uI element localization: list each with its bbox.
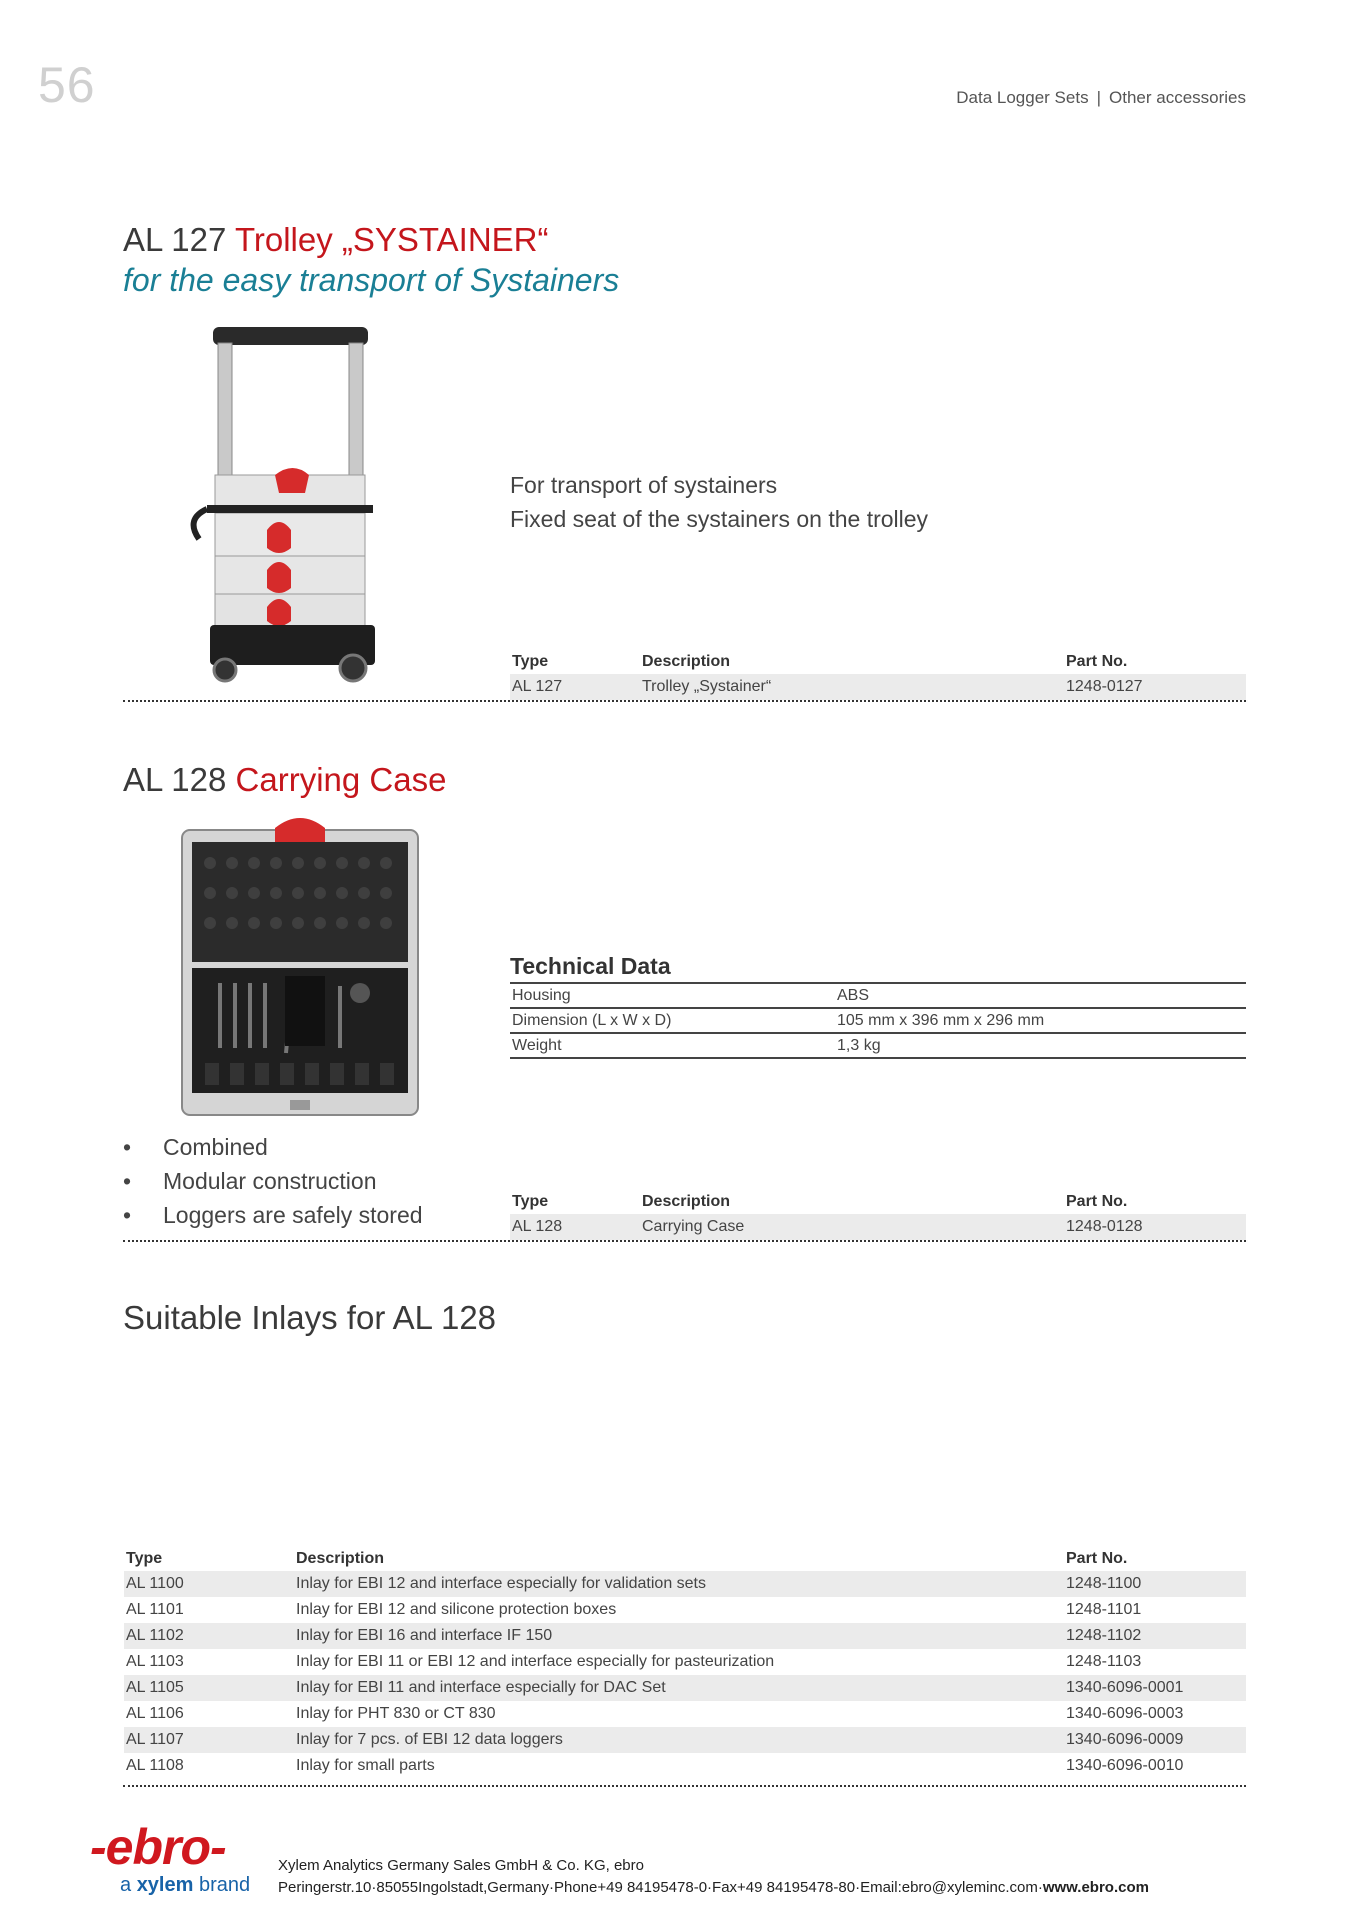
bullet-icon: • <box>123 1202 132 1228</box>
table-row <box>124 1623 1246 1649</box>
bullet-icon: • <box>123 1168 132 1194</box>
ebro-logo: -ebro- <box>90 1819 226 1875</box>
cell-partno: 1248-1103 <box>1066 1653 1142 1670</box>
cell-description: Inlay for EBI 12 and silicone protection boxes <box>296 1601 617 1618</box>
technical-data <box>510 953 1246 1059</box>
breadcrumb-section: Data Logger Sets <box>956 88 1089 107</box>
cell-type: AL 1106 <box>126 1705 184 1722</box>
al127-title <box>123 220 549 260</box>
cell-partno: 1340-6096-0003 <box>1066 1705 1184 1722</box>
tech-label: Weight <box>510 1033 835 1058</box>
section-divider <box>123 700 1246 702</box>
cell-partno: 1340-6096-0009 <box>1064 1727 1246 1753</box>
section-divider <box>123 1240 1246 1242</box>
col-description-header: Description <box>642 653 731 670</box>
cell-description: Inlay for 7 pcs. of EBI 12 data loggers <box>294 1727 1064 1753</box>
list-item-text: Combined <box>163 1134 268 1160</box>
xylem-brand-logo <box>120 1874 250 1897</box>
tech-value: ABS <box>835 984 1246 1008</box>
table-row <box>124 1597 1246 1623</box>
al127-title-code: AL 127 <box>123 221 235 258</box>
col-type-header: Type <box>512 653 549 670</box>
al128-title-accent: Carrying Case <box>235 761 447 798</box>
page-number: 56 <box>38 57 96 113</box>
cell-description: Carrying Case <box>640 1214 1064 1240</box>
cell-partno: 1340-6096-0001 <box>1064 1675 1246 1701</box>
table-header-row <box>510 650 1246 674</box>
table-row <box>510 1214 1246 1240</box>
bullet-icon: • <box>123 1134 132 1160</box>
al127-feature-1: For transport of systainers <box>510 472 778 498</box>
al127-features <box>510 468 928 536</box>
carrying-case-image <box>180 818 420 1118</box>
footer-contact: Peringerstr.10·85055Ingolstadt,Germany·Phone+49 84195478-0·Fax+49 84195478-80·Email:ebro@xyleminc.com· <box>278 1879 1043 1896</box>
cell-type: AL 1108 <box>126 1757 184 1774</box>
cell-description: Inlay for EBI 12 and interface especially for validation sets <box>294 1571 1064 1597</box>
cell-partno: 1248-1102 <box>1064 1623 1246 1649</box>
cell-type: AL 128 <box>510 1214 640 1240</box>
col-type-header: Type <box>512 1193 549 1210</box>
table-row <box>124 1727 1246 1753</box>
cell-description: Inlay for PHT 830 or CT 830 <box>296 1705 496 1722</box>
table-row <box>124 1675 1246 1701</box>
website-link[interactable]: www.ebro.com <box>1042 1879 1149 1896</box>
cell-partno: 1248-1100 <box>1064 1571 1246 1597</box>
al127-title-accent: Trolley „SYSTAINER“ <box>234 221 549 258</box>
cell-partno: 1248-1101 <box>1066 1601 1142 1618</box>
tech-label: Housing <box>510 984 835 1008</box>
al128-title <box>123 760 446 800</box>
al127-subtitle: for the easy transport of Systainers <box>123 262 620 298</box>
section-divider <box>123 1785 1246 1787</box>
al128-feature-list <box>123 1130 423 1232</box>
breadcrumb-separator: | <box>1096 88 1101 107</box>
cell-type: AL 1107 <box>124 1727 294 1753</box>
cell-type: AL 1100 <box>124 1571 294 1597</box>
tech-value: 105 mm x 396 mm x 296 mm <box>835 1008 1246 1033</box>
inlays-title: Suitable Inlays for AL 128 <box>123 1299 497 1336</box>
xylem-wordmark: xylem <box>136 1874 194 1896</box>
list-item <box>123 1164 423 1198</box>
cell-description: Inlay for EBI 11 and interface especially for DAC Set <box>294 1675 1064 1701</box>
inlays-table <box>124 1547 1246 1779</box>
tech-row-housing <box>510 984 1246 1008</box>
table-row <box>124 1701 1246 1727</box>
col-description-header: Description <box>642 1193 731 1210</box>
col-partno-header: Part No. <box>1066 1193 1128 1210</box>
cell-description: Inlay for EBI 11 or EBI 12 and interface especially for pasteurization <box>296 1653 775 1670</box>
al128-title-code: AL 128 <box>123 761 236 798</box>
col-partno-header: Part No. <box>1066 1550 1128 1567</box>
tech-row-weight <box>510 1033 1246 1058</box>
cell-type: AL 127 <box>510 674 640 700</box>
table-header-row <box>124 1547 1246 1571</box>
cell-description: Inlay for EBI 16 and interface IF 150 <box>294 1623 1064 1649</box>
al128-table <box>510 1190 1246 1240</box>
list-item-text: Modular construction <box>163 1168 377 1194</box>
tech-row-dimension <box>510 1008 1246 1033</box>
footer-company: Xylem Analytics Germany Sales GmbH & Co. KG, ebro <box>278 1857 644 1874</box>
cell-partno: 1340-6096-0010 <box>1066 1757 1184 1774</box>
logo-sub-prefix: a <box>120 1874 137 1896</box>
logo-sub-suffix: brand <box>193 1874 251 1896</box>
col-description-header: Description <box>296 1550 385 1567</box>
list-item-text: Loggers are safely stored <box>163 1202 423 1228</box>
cell-type: AL 1105 <box>124 1675 294 1701</box>
footer-address <box>278 1879 1149 1896</box>
cell-type: AL 1101 <box>126 1601 184 1618</box>
technical-data-title: Technical Data <box>510 953 1246 984</box>
tech-value: 1,3 kg <box>835 1033 1246 1058</box>
cell-description: Trolley „Systainer“ <box>640 674 1064 700</box>
col-type-header: Type <box>126 1550 163 1567</box>
cell-type: AL 1103 <box>126 1653 184 1670</box>
al127-feature-2: Fixed seat of the systainers on the trolley <box>510 506 929 532</box>
table-row <box>124 1649 1246 1675</box>
cell-type: AL 1102 <box>124 1623 294 1649</box>
table-row <box>124 1753 1246 1779</box>
cell-partno: 1248-0127 <box>1064 674 1246 700</box>
table-row <box>124 1571 1246 1597</box>
cell-description: Inlay for small parts <box>296 1757 435 1774</box>
cell-partno: 1248-0128 <box>1064 1214 1246 1240</box>
breadcrumb-subsection: Other accessories <box>1109 88 1246 107</box>
table-header-row <box>510 1190 1246 1214</box>
list-item <box>123 1130 423 1164</box>
breadcrumb <box>956 88 1246 108</box>
al127-table <box>510 650 1246 700</box>
list-item <box>123 1198 423 1232</box>
col-partno-header: Part No. <box>1066 653 1128 670</box>
trolley-image <box>185 325 395 690</box>
table-row <box>510 674 1246 700</box>
tech-label: Dimension (L x W x D) <box>510 1008 835 1033</box>
